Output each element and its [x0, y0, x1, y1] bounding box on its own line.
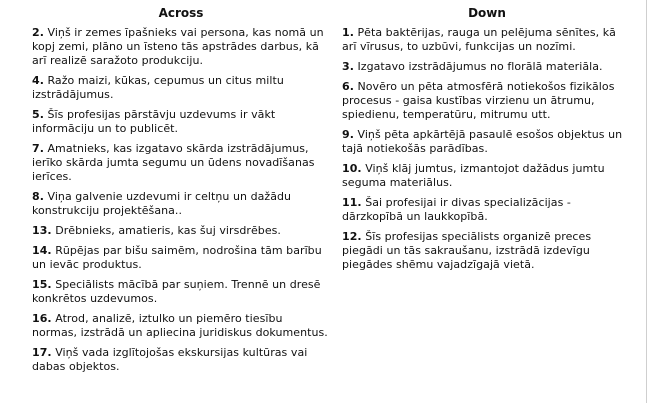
clue-text: Viņš vada izglītojošas ekskursijas kultūras vai dabas objektos. — [32, 346, 308, 373]
clue-number: 2. — [32, 26, 44, 39]
clue-text: Viņš ir zemes īpašnieks vai persona, kas nomā un kopj zemi, plāno un īsteno tās apstrādes darbus, kā arī realizē saražoto produkciju. — [32, 26, 324, 67]
clue-text: Atrod, analizē, iztulko un piemēro tiesību normas, izstrādā un apliecina juridiskus dokumentus. — [32, 312, 328, 339]
down-clue — [342, 230, 632, 272]
clue-number: 8. — [32, 190, 44, 203]
clue-number: 9. — [342, 128, 354, 141]
down-heading: Down — [468, 6, 506, 20]
clue-text: Drēbnieks, amatieris, kas šuj virsdrēbes. — [55, 224, 281, 237]
clue-number: 14. — [32, 244, 52, 257]
across-clue — [32, 142, 330, 184]
across-clue — [32, 244, 330, 272]
clue-number: 1. — [342, 26, 354, 39]
clue-text: Rūpējas par bišu saimēm, nodrošina tām barību un ievāc produktus. — [32, 244, 322, 271]
clue-number: 12. — [342, 230, 362, 243]
across-clue — [32, 224, 330, 238]
across-clue — [32, 190, 330, 218]
clue-number: 3. — [342, 60, 354, 73]
clue-text: Ražo maizi, kūkas, cepumus un citus miltu izstrādājumus. — [32, 74, 284, 101]
across-clue — [32, 108, 330, 136]
clue-number: 13. — [32, 224, 52, 237]
clue-number: 5. — [32, 108, 44, 121]
down-clue — [342, 80, 632, 122]
clue-text: Izgatavo izstrādājumus no florālā materiāla. — [357, 60, 603, 73]
page-edge-divider — [646, 0, 647, 403]
clue-text: Šai profesijai ir divas specializācijas - dārzkopībā un laukkopībā. — [342, 196, 571, 223]
across-column — [32, 0, 330, 380]
across-clue — [32, 26, 330, 68]
clue-text: Šīs profesijas pārstāvju uzdevums ir vākt informāciju un to publicēt. — [32, 108, 276, 135]
across-clue — [32, 312, 330, 340]
clue-text: Viņš klāj jumtus, izmantojot dažādus jumtu seguma materiālus. — [342, 162, 605, 189]
clue-text: Viņš pēta apkārtējā pasaulē esošos objektus un tajā notiekošās parādības. — [342, 128, 623, 155]
down-clue — [342, 162, 632, 190]
clue-number: 16. — [32, 312, 52, 325]
clue-text: Amatnieks, kas izgatavo skārda izstrādājumus, ierīko skārda jumta segumu un ūdens novadīšanas ierīces. — [32, 142, 315, 183]
clue-text: Speciālists mācībā par suņiem. Trennē un dresē konkrētos uzdevumos. — [32, 278, 321, 305]
down-clue — [342, 26, 632, 54]
clue-number: 15. — [32, 278, 52, 291]
clue-number: 4. — [32, 74, 44, 87]
down-column — [342, 0, 632, 278]
down-clue — [342, 128, 632, 156]
clue-number: 6. — [342, 80, 354, 93]
across-heading: Across — [158, 6, 204, 20]
clue-text: Šīs profesijas speciālists organizē preces piegādi un tās sakraušanu, izstrādā izdevīgu piegādes shēmu vajadzīgajā vietā. — [342, 230, 592, 271]
across-clue — [32, 278, 330, 306]
across-clue — [32, 74, 330, 102]
clue-number: 17. — [32, 346, 52, 359]
clue-text: Novēro un pēta atmosfērā notiekošos fizikālos procesus - gaisa kustības virzienu un ātrumu, spiedienu, temperatūru, mitrumu utt. — [342, 80, 615, 121]
across-clue — [32, 346, 330, 374]
clue-text: Pēta baktērijas, rauga un pelējuma sēnītes, kā arī vīrusus, to uzbūvi, funkcijas un nozīmi. — [342, 26, 616, 53]
clue-text: Viņa galvenie uzdevumi ir celtņu un dažādu konstrukciju projektēšana.. — [32, 190, 292, 217]
clue-number: 11. — [342, 196, 362, 209]
down-clue — [342, 196, 632, 224]
down-clue — [342, 60, 632, 74]
clue-number: 10. — [342, 162, 362, 175]
clue-number: 7. — [32, 142, 44, 155]
